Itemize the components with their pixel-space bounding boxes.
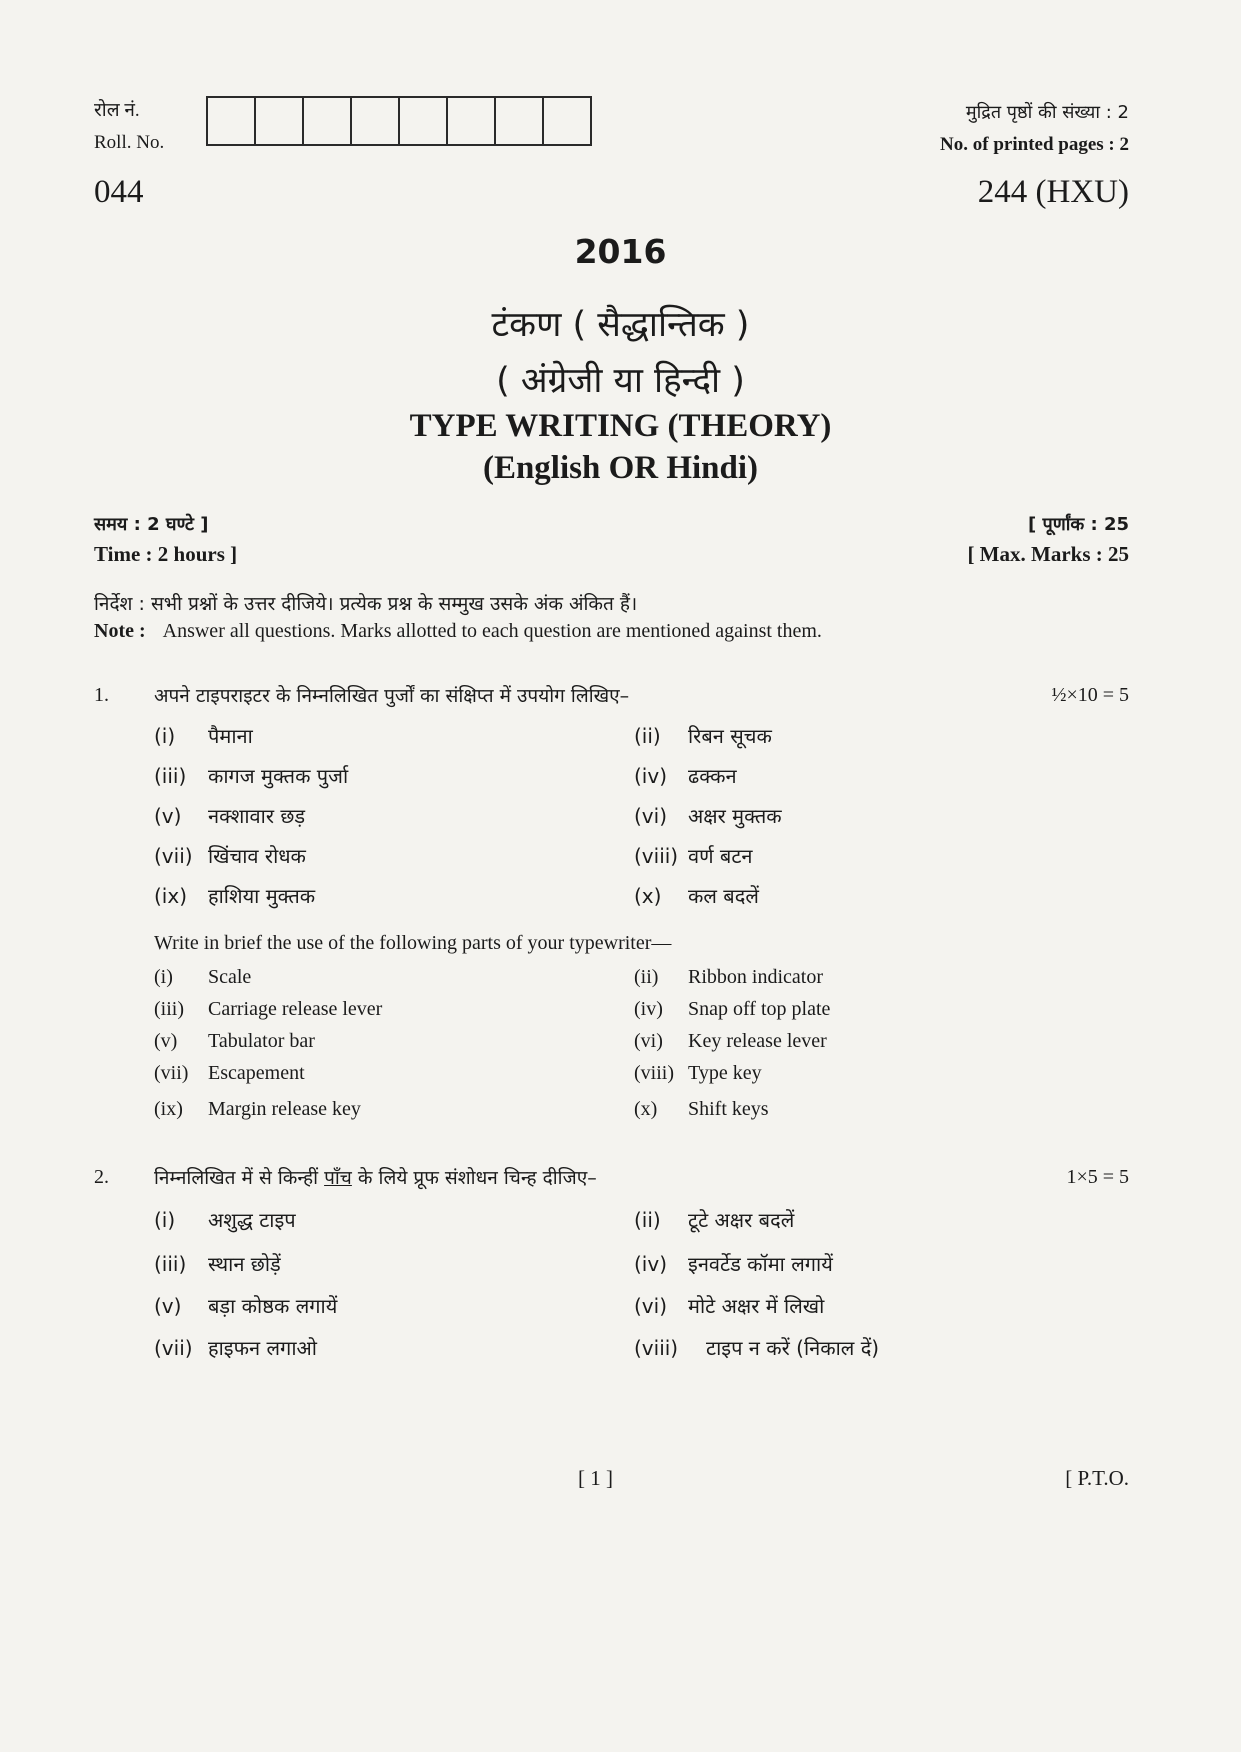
q1-option-hi: (iii) कागज मुक्तक पुर्जा bbox=[154, 764, 349, 788]
time-english: Time : 2 hours ] bbox=[94, 542, 238, 566]
roll-box[interactable] bbox=[304, 96, 352, 146]
q2-option: (ii) टूटे अक्षर बदलें bbox=[634, 1208, 795, 1232]
title-english-2: (English OR Hindi) bbox=[482, 450, 759, 486]
q1-text-english: Write in brief the use of the following parts of your typewriter— bbox=[154, 932, 672, 954]
note-label: Note : bbox=[94, 620, 146, 642]
exam-year: 2016 bbox=[574, 232, 667, 271]
q1-number: 1. bbox=[94, 684, 109, 706]
roll-box[interactable] bbox=[400, 96, 448, 146]
q1-option-en: (iv) Snap off top plate bbox=[634, 998, 831, 1020]
marks-english: [ Max. Marks : 25 bbox=[967, 542, 1129, 566]
q2-text-hindi: निम्नलिखित में से किन्हीं पाँच के लिये प्रूफ संशोधन चिन्ह दीजिए– bbox=[154, 1167, 597, 1189]
marks-hindi: [ पूर्णांक : 25 bbox=[1028, 514, 1129, 535]
printed-pages-hindi: मुद्रित पृष्ठों की संख्या : 2 bbox=[965, 102, 1129, 123]
q1-option-en: (i) Scale bbox=[154, 966, 252, 988]
instructions-hindi: निर्देश : सभी प्रश्नों के उत्तर दीजिये। प्रत्येक प्रश्न के सम्मुख उसके अंक अंकित हैं। bbox=[94, 593, 638, 615]
q1-option-en: (vi) Key release lever bbox=[634, 1030, 827, 1052]
page-number: [ 1 ] bbox=[578, 1466, 613, 1490]
q1-option-en: (vii) Escapement bbox=[154, 1062, 305, 1084]
q2-option: (viii) टाइप न करें (निकाल दें) bbox=[634, 1336, 880, 1360]
roll-box[interactable] bbox=[448, 96, 496, 146]
q1-option-en: (viii) Type key bbox=[634, 1062, 762, 1084]
title-hindi-2: ( अंग्रेजी या हिन्दी ) bbox=[496, 361, 745, 401]
paper-code-left: 044 bbox=[94, 174, 144, 210]
roll-box[interactable] bbox=[208, 96, 256, 146]
q2-option: (vii) हाइफन लगाओ bbox=[154, 1336, 317, 1360]
q1-option-hi: (vi) अक्षर मुक्तक bbox=[634, 804, 782, 828]
q1-option-hi: (vii) खिंचाव रोधक bbox=[154, 844, 306, 868]
q1-option-hi: (i) पैमाना bbox=[154, 724, 253, 748]
roll-box[interactable] bbox=[544, 96, 592, 146]
instructions-english bbox=[94, 620, 822, 643]
q1-text-hindi: अपने टाइपराइटर के निम्नलिखित पुर्जों का संक्षिप्त में उपयोग लिखिए– bbox=[154, 685, 630, 707]
q1-option-hi: (iv) ढक्कन bbox=[634, 764, 737, 788]
q1-option-en: (ii) Ribbon indicator bbox=[634, 966, 823, 988]
q1-option-en: (ix) Margin release key bbox=[154, 1098, 361, 1120]
q1-option-hi: (ix) हाशिया मुक्तक bbox=[154, 884, 316, 908]
roll-box[interactable] bbox=[256, 96, 304, 146]
roll-label-english: Roll. No. bbox=[94, 132, 165, 153]
q2-number: 2. bbox=[94, 1166, 109, 1188]
q2-option: (v) बड़ा कोष्ठक लगायें bbox=[154, 1294, 338, 1318]
title-english-1: TYPE WRITING (THEORY) bbox=[409, 408, 832, 444]
roll-label-hindi: रोल नं. bbox=[94, 100, 140, 121]
q2-option: (vi) मोटे अक्षर में लिखो bbox=[634, 1294, 825, 1318]
q1-option-hi: (ii) रिबन सूचक bbox=[634, 724, 772, 748]
note-text: Answer all questions. Marks allotted to each question are mentioned against them. bbox=[162, 620, 822, 642]
q2-marks: 1×5 = 5 bbox=[1066, 1166, 1129, 1188]
title-hindi-1: टंकण ( सैद्धान्तिक ) bbox=[491, 305, 750, 345]
roll-box[interactable] bbox=[496, 96, 544, 146]
q1-option-en: (iii) Carriage release lever bbox=[154, 998, 383, 1020]
q1-option-hi: (v) नक्शावार छड़ bbox=[154, 804, 306, 828]
roll-number-boxes[interactable] bbox=[206, 96, 592, 146]
q1-option-en: (v) Tabulator bar bbox=[154, 1030, 315, 1052]
time-hindi: समय : 2 घण्टे ] bbox=[94, 514, 209, 535]
paper-code-right: 244 (HXU) bbox=[977, 174, 1129, 210]
q2-option: (iii) स्थान छोड़ें bbox=[154, 1252, 281, 1276]
q2-option: (iv) इनवर्टेड कॉमा लगायें bbox=[634, 1252, 833, 1276]
q1-option-en: (x) Shift keys bbox=[634, 1098, 769, 1120]
printed-pages-english: No. of printed pages : 2 bbox=[940, 134, 1129, 155]
roll-box[interactable] bbox=[352, 96, 400, 146]
q1-option-hi: (x) कल बदलें bbox=[634, 884, 759, 908]
q1-marks: ½×10 = 5 bbox=[1051, 684, 1129, 706]
q2-option: (i) अशुद्ध टाइप bbox=[154, 1208, 296, 1232]
q1-option-hi: (viii) वर्ण बटन bbox=[634, 844, 753, 868]
please-turn-over: [ P.T.O. bbox=[1065, 1466, 1129, 1490]
